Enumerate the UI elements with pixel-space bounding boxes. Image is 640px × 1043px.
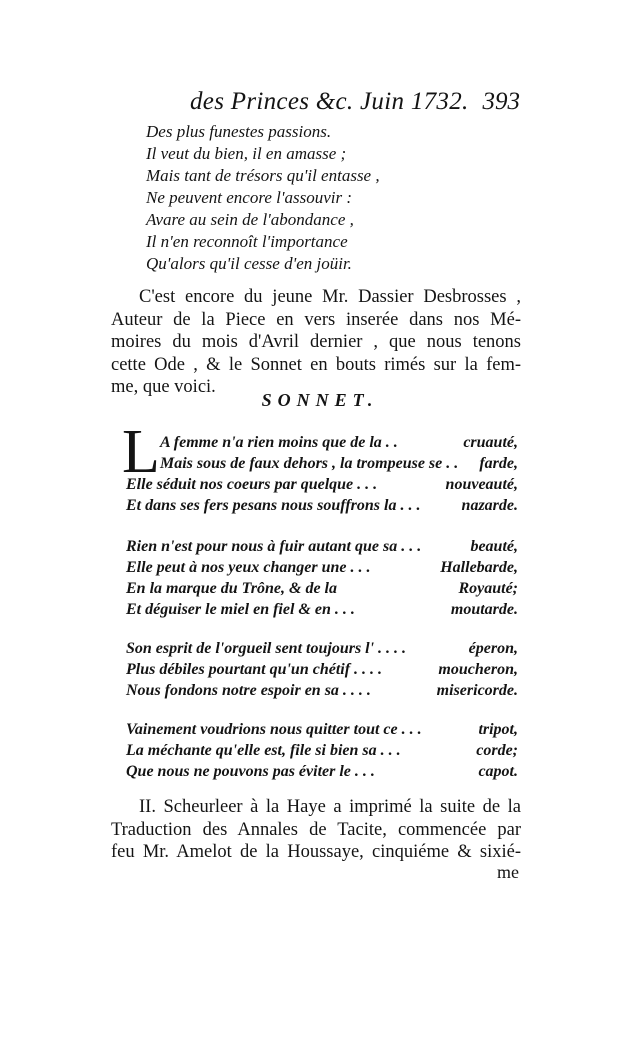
verse-line: Ne peuvent encore l'assouvir : [146,188,353,207]
sonnet-rhyme: farde, [479,455,518,472]
sonnet-line-text: Mais sous de faux dehors , la trompeuse se . . [160,455,459,472]
sonnet-line-text: Elle séduit nos coeurs par quelque . . . [126,476,378,493]
verse-line: Il veut du bien, il en amasse ; [146,144,347,163]
running-title: des Princes &c. Juin 1732. [190,88,469,115]
paragraph-intro [111,286,521,399]
sonnet-rhyme: nouveauté, [445,476,518,493]
sonnet-line-text: En la marque du Trône, & de la [126,580,337,597]
paragraph-line: me, que voici. [111,377,216,397]
sonnet-line [126,659,518,680]
sonnet-line-text: Rien n'est pour nous à fuir autant que sa . . . [126,538,422,555]
verse-line: Mais tant de trésors qu'il entasse , [146,166,380,185]
sonnet-line-text: Elle peut à nos yeux changer une . . . [126,559,371,576]
sonnet-line [126,719,518,740]
sonnet-rhyme: cruauté, [463,434,518,451]
sonnet-rhyme: corde; [476,742,518,759]
drop-capital: L [122,418,160,486]
sonnet-line [126,740,518,761]
sonnet-line [126,761,518,782]
sonnet-rhyme: capot. [478,763,518,780]
sonnet-line [126,432,518,453]
sonnet-title: SONNET. [261,390,379,410]
verse-line: Qu'alors qu'il cesse d'en joüir. [146,254,352,273]
paragraph-line: II. Scheurleer à la Haye a imprimé la suite de la [139,797,521,817]
paragraph-annales [111,796,521,864]
tercet-1 [126,638,518,701]
verse-line: Avare au sein de l'abondance , [146,210,354,229]
paragraph-line: Traduction des Annales de Tacite, commencée par [111,819,521,840]
sonnet-rhyme: tripot, [478,721,518,738]
sonnet-rhyme: moucheron, [438,661,518,678]
sonnet-line [126,578,518,599]
paragraph-line: Auteur de la Piece en vers inserée dans nos Mé- [111,309,521,330]
catchword: me [497,862,519,882]
page-header [190,88,520,122]
sonnet-line-text: A femme n'a rien moins que de la . . [160,434,398,451]
page-number: 393 [482,88,520,115]
sonnet-line [126,680,518,701]
sonnet-line [126,474,518,495]
sonnet-line [126,638,518,659]
sonnet-line [126,453,518,474]
sonnet-line [126,495,518,516]
sonnet-line [126,599,518,620]
quatrain-2 [126,536,518,620]
sonnet-line-text: Que nous ne pouvons pas éviter le . . . [126,763,375,780]
paragraph-line: cette Ode , & le Sonnet en bouts rimés sur la fem- [111,354,521,375]
paragraph-line: C'est encore du jeune Mr. Dassier Desbrosses , [139,287,521,307]
sonnet-rhyme: beauté, [470,538,518,555]
paragraph-line: moires du mois d'Avril dernier , que nous tenons [111,332,521,352]
sonnet-rhyme: misericorde. [436,682,518,699]
sonnet-line-text: Son esprit de l'orgueil sent toujours l' . . . . [126,640,407,657]
verse-fragment [146,121,526,275]
verse-line: Il n'en reconnoît l'importance [146,232,348,251]
verse-line: Des plus funestes passions. [146,122,332,141]
sonnet-line-text: Vainement voudrions nous quitter tout ce . . . [126,721,422,738]
sonnet-rhyme: Hallebarde, [440,559,518,576]
paragraph-line: feu Mr. Amelot de la Houssaye, cinquiéme & sixié- [111,842,521,862]
sonnet-line-text: La méchante qu'elle est, file si bien sa . . . [126,742,401,759]
sonnet-line [126,536,518,557]
quatrain-1 [126,432,518,516]
sonnet-rhyme: nazarde. [461,497,518,514]
sonnet-line-text: Nous fondons notre espoir en sa . . . . [126,682,371,699]
sonnet-line-text: Plus débiles pourtant qu'un chétif . . . . [126,661,383,678]
sonnet-rhyme: moutarde. [450,601,518,618]
sonnet-rhyme: Royauté; [458,580,518,597]
sonnet-line-text: Et déguiser le miel en fiel & en . . . [126,601,355,618]
tercet-2 [126,719,518,782]
sonnet-rhyme: éperon, [468,640,518,657]
sonnet-line [126,557,518,578]
sonnet-line-text: Et dans ses fers pesans nous souffrons la . . . [126,497,421,514]
